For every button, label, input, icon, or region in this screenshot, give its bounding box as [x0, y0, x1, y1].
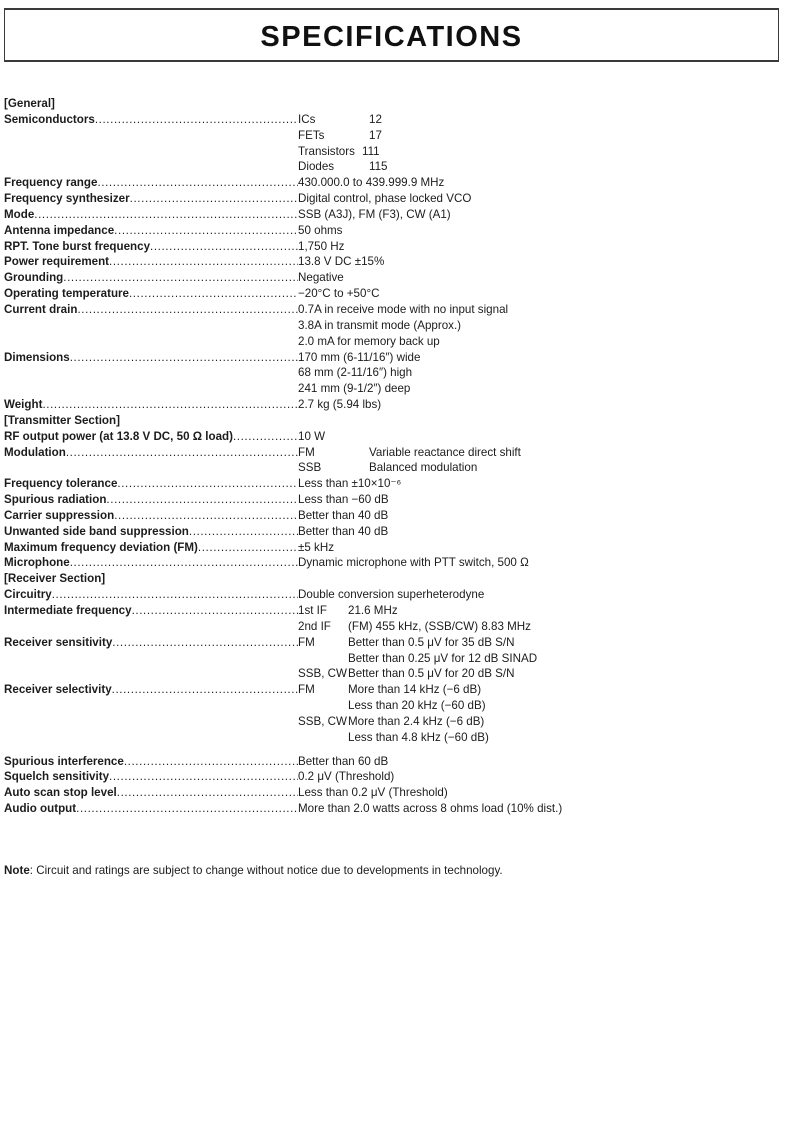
spec-label: Grounding — [4, 271, 64, 285]
specifications-list — [4, 96, 779, 817]
spec-label: Mode — [4, 207, 35, 221]
spec-row-frequency-range — [4, 175, 779, 191]
spec-label: Frequency synthesizer — [4, 192, 130, 206]
modulation-desc: Variable reactance direct shift — [369, 445, 521, 459]
section-heading: [Transmitter Section] — [4, 413, 120, 427]
spec-value: 170 mm (6-11/16″) wide — [298, 350, 421, 364]
spec-label: RPT. Tone burst frequency — [4, 239, 151, 253]
spec-row-weight — [4, 397, 779, 413]
spec-value: 68 mm (2-11/16″) high — [298, 366, 413, 380]
spec-label: Audio output — [4, 802, 77, 816]
title-box — [4, 8, 779, 62]
spec-row-tone-burst — [4, 239, 779, 255]
spec-row-modulation-cont — [4, 460, 779, 476]
spec-value: 3.8A in transmit mode (Approx.) — [298, 318, 462, 332]
spec-value: 1,750 Hz — [298, 239, 345, 253]
selectivity-value: More than 2.4 kHz (−6 dB) — [348, 714, 485, 728]
spec-row-auto-scan-stop — [4, 785, 779, 801]
spec-value: 241 mm (9-1/2″) deep — [298, 382, 411, 396]
semiconductor-count: 115 — [369, 160, 388, 174]
spec-value: 13.8 V DC ±15% — [298, 255, 385, 269]
spec-row-max-deviation — [4, 540, 779, 556]
spec-label: Antenna impedance — [4, 223, 115, 237]
spec-row-semiconductors — [4, 112, 779, 128]
spec-row-current-drain-cont — [4, 318, 779, 334]
page-title: SPECIFICATIONS — [260, 21, 523, 53]
spec-row-operating-temperature — [4, 286, 779, 302]
spec-row-mode — [4, 207, 779, 223]
spec-value: 2.7 kg (5.94 lbs) — [298, 398, 382, 412]
spec-row-dimensions-cont — [4, 381, 779, 397]
spec-label: Receiver sensitivity — [4, 635, 113, 649]
spec-value: 0.2 μV (Threshold) — [298, 770, 395, 784]
spec-value: Dynamic microphone with PTT switch, 500 Ω — [298, 556, 529, 570]
modulation-mode: FM — [298, 445, 315, 459]
semiconductor-name: Transistors — [298, 144, 355, 158]
spec-label: Modulation — [4, 445, 66, 459]
spec-row-receiver-selectivity — [4, 682, 779, 698]
spec-label: Spurious interference — [4, 754, 124, 768]
spec-row-semiconductors-cont — [4, 128, 779, 144]
spec-label: Dimensions — [4, 350, 70, 364]
spec-row-rf-output-power — [4, 429, 779, 445]
spec-row-antenna-impedance — [4, 223, 779, 239]
spec-label: Power requirement — [4, 255, 110, 269]
spec-row-power-requirement — [4, 254, 779, 270]
spec-value: 430.000.0 to 439.999.9 MHz — [298, 176, 445, 190]
spec-label: Intermediate frequency — [4, 604, 132, 617]
spec-label: Microphone — [4, 556, 70, 570]
spec-label: Spurious radiation — [4, 493, 107, 507]
selectivity-value: More than 14 kHz (−6 dB) — [348, 683, 482, 697]
spec-row-receiver-selectivity-cont — [4, 714, 779, 730]
spec-value: Less than −60 dB — [298, 493, 389, 507]
spec-label: Frequency range — [4, 176, 98, 190]
sensitivity-value: Better than 0.5 μV for 35 dB S/N — [348, 635, 515, 649]
spec-row-modulation — [4, 445, 779, 461]
spec-label: RF output power (at 13.8 V DC, 50 Ω load) — [4, 429, 233, 443]
section-heading: [Receiver Section] — [4, 572, 106, 586]
spec-row-receiver-sensitivity-cont — [4, 666, 779, 682]
spec-row-grounding — [4, 270, 779, 286]
note-label: Note — [4, 864, 30, 877]
spec-value: Better than 40 dB — [298, 508, 389, 522]
spec-row-carrier-suppression — [4, 508, 779, 524]
section-heading: [General] — [4, 97, 55, 110]
spec-row-receiver-sensitivity — [4, 635, 779, 651]
spec-row-circuitry — [4, 587, 779, 603]
spec-row-current-drain — [4, 302, 779, 318]
semiconductor-name: FETs — [298, 128, 325, 142]
spec-row-unwanted-sideband — [4, 524, 779, 540]
spec-label: Current drain — [4, 302, 78, 316]
spec-label: Maximum frequency deviation (FM) — [4, 540, 198, 554]
spec-row-dimensions — [4, 350, 779, 366]
spec-value: 10 W — [298, 429, 326, 443]
sensitivity-mode — [298, 651, 348, 667]
sensitivity-mode: FM — [298, 635, 315, 649]
sensitivity-value: Better than 0.5 μV for 20 dB S/N — [348, 667, 515, 681]
spec-label: Receiver selectivity — [4, 683, 112, 697]
selectivity-mode — [298, 698, 348, 714]
spec-value: Double conversion superheterodyne — [298, 588, 485, 602]
modulation-mode: SSB — [298, 461, 322, 475]
spec-label: Weight — [4, 398, 43, 412]
semiconductor-count: 17 — [369, 128, 382, 142]
spec-value: Better than 60 dB — [298, 754, 389, 768]
semiconductor-count: 111 — [362, 144, 380, 158]
spec-row-dimensions-cont — [4, 365, 779, 381]
if-value: 21.6 MHz — [348, 604, 398, 617]
spec-label: Auto scan stop level — [4, 786, 117, 800]
spec-label: Squelch sensitivity — [4, 770, 110, 784]
spec-row-microphone — [4, 555, 779, 571]
spec-row-frequency-tolerance — [4, 476, 779, 492]
modulation-desc: Balanced modulation — [369, 461, 478, 475]
spec-value: Better than 40 dB — [298, 524, 389, 538]
sensitivity-value: Better than 0.25 μV for 12 dB SINAD — [348, 651, 538, 665]
semiconductor-name: Diodes — [298, 160, 335, 174]
spec-row-audio-output — [4, 801, 779, 817]
footnote — [4, 864, 503, 877]
spec-value: −20°C to +50°C — [298, 287, 380, 301]
selectivity-mode: SSB, CW — [298, 714, 347, 728]
if-name: 1st IF — [298, 604, 327, 617]
spec-value: Digital control, phase locked VCO — [298, 192, 472, 206]
spec-value: More than 2.0 watts across 8 ohms load (10% dist.) — [298, 802, 563, 816]
spec-value: SSB (A3J), FM (F3), CW (A1) — [298, 207, 451, 221]
spec-value: Less than 0.2 μV (Threshold) — [298, 786, 448, 800]
if-value: (FM) 455 kHz, (SSB/CW) 8.83 MHz — [348, 619, 531, 633]
selectivity-mode: FM — [298, 683, 315, 697]
spec-value: ±5 kHz — [298, 540, 334, 554]
spec-row-receiver-sensitivity-cont — [4, 651, 779, 667]
spec-row-semiconductors-cont — [4, 159, 779, 175]
selectivity-value: Less than 20 kHz (−60 dB) — [348, 699, 486, 713]
spec-label: Semiconductors — [4, 112, 95, 126]
spec-row-intermediate-frequency-cont — [4, 619, 779, 635]
spec-value: Negative — [298, 271, 344, 285]
spec-row-spurious-radiation — [4, 492, 779, 508]
semiconductor-count: 12 — [369, 112, 382, 126]
spec-value: 0.7A in receive mode with no input signal — [298, 302, 509, 316]
blank-row — [4, 746, 779, 754]
spec-row-spurious-interference — [4, 754, 779, 770]
selectivity-mode — [298, 730, 348, 746]
spec-row-squelch-sensitivity — [4, 769, 779, 785]
spec-row-intermediate-frequency — [4, 603, 779, 619]
if-name: 2nd IF — [298, 619, 331, 633]
spec-value: 50 ohms — [298, 223, 343, 237]
spec-row-current-drain-cont — [4, 334, 779, 350]
spec-row-frequency-synthesizer — [4, 191, 779, 207]
spec-label: Circuitry — [4, 588, 52, 602]
spec-value: 2.0 mA for memory back up — [298, 334, 440, 348]
spec-label: Unwanted side band suppression — [4, 524, 189, 538]
spec-row-receiver-selectivity-cont — [4, 698, 779, 714]
spec-label: Frequency tolerance — [4, 477, 118, 491]
semiconductor-name: ICs — [298, 112, 316, 126]
spec-row-receiver-selectivity-cont — [4, 730, 779, 746]
note-text: : Circuit and ratings are subject to change without notice due to developments in technology. — [29, 864, 503, 877]
spec-value: Less than ±10×10⁻⁶ — [298, 477, 402, 491]
spec-label: Operating temperature — [4, 287, 129, 301]
sensitivity-mode: SSB, CW — [298, 667, 347, 681]
spec-label: Carrier suppression — [4, 508, 115, 522]
spec-row-semiconductors-cont — [4, 144, 779, 160]
selectivity-value: Less than 4.8 kHz (−60 dB) — [348, 730, 489, 744]
